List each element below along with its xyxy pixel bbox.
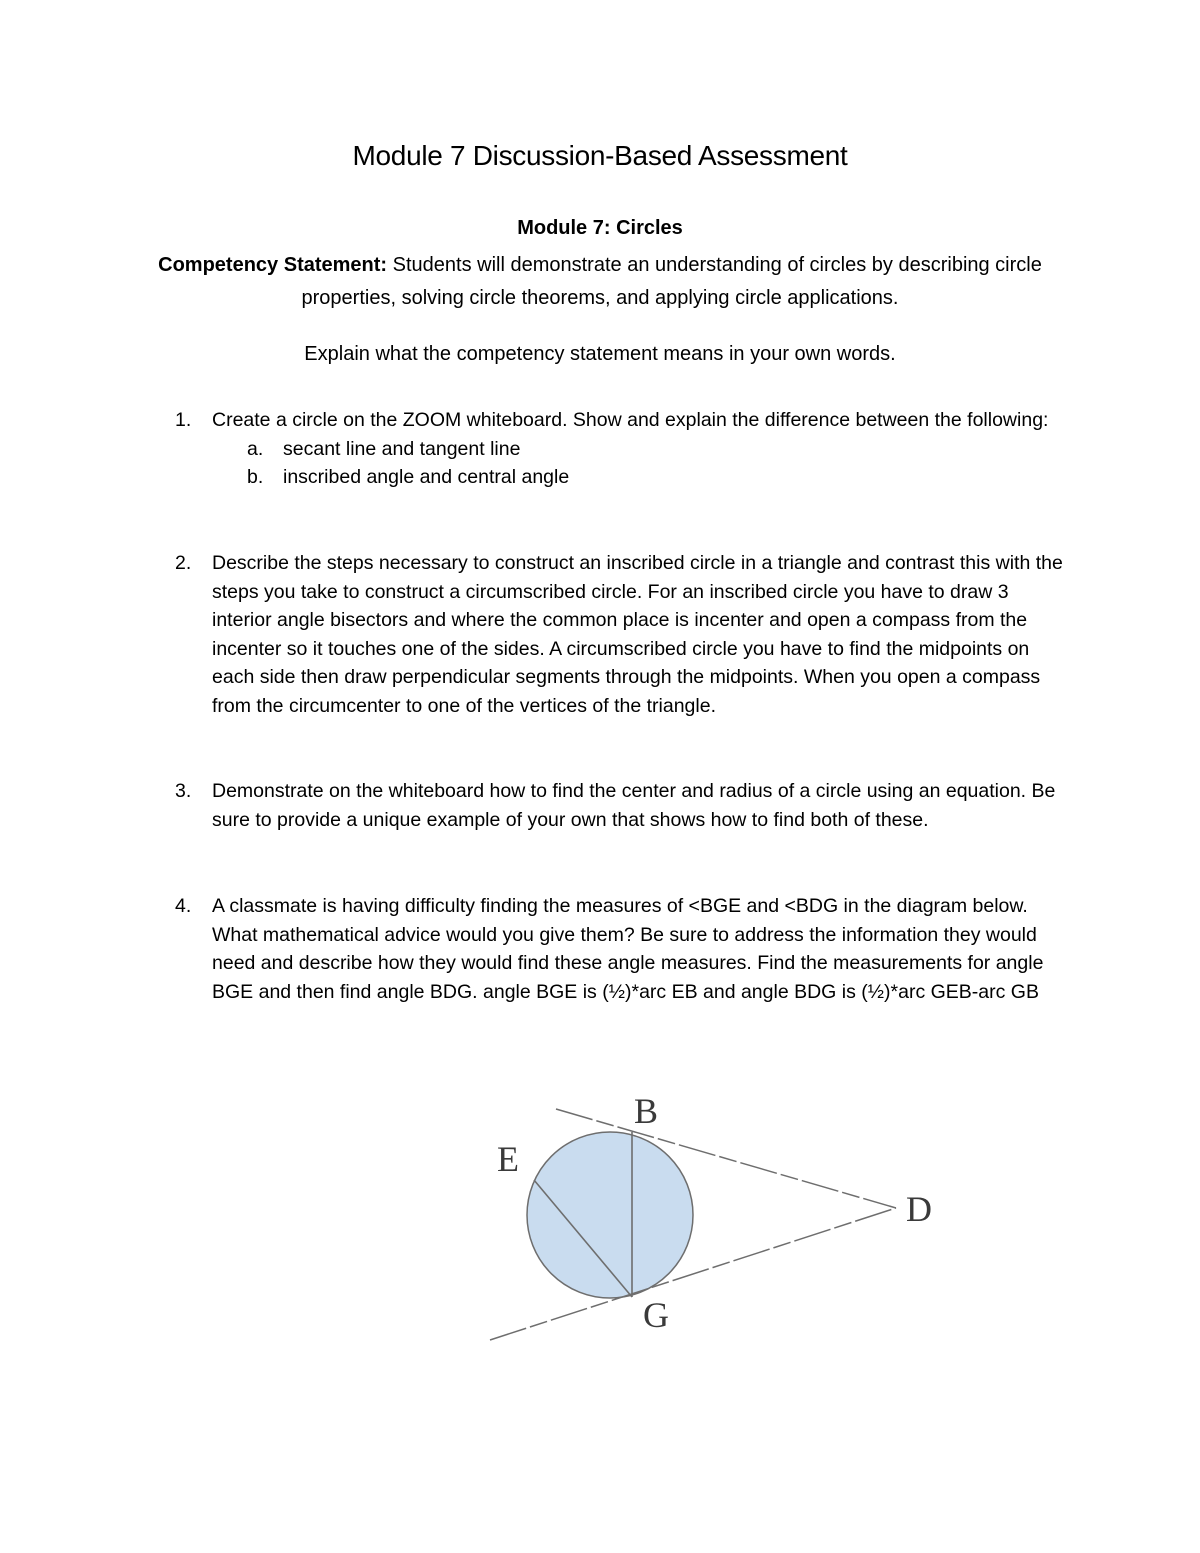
question-text: A classmate is having difficulty finding the measures of <BGE and <BDG in the diagram below. What mathematical advice would you give them? Be sure to address the information they would need and describe how they would find these angle measures. Find the measurements for angle BGE and then find angle BDG. angle BGE is (½)*arc EB and angle BDG is (½)*arc GEB-arc GB: [212, 895, 1044, 1003]
sub-item-letter: b.: [247, 466, 264, 489]
circle-diagram: [480, 1085, 950, 1350]
question-2: [175, 549, 1070, 721]
question-number: 2.: [175, 552, 192, 574]
competency-statement: [150, 249, 1050, 315]
sub-item-letter: a.: [247, 437, 264, 460]
sub-item-b: [247, 463, 1070, 492]
question-text: Demonstrate on the whiteboard how to find the center and radius of a circle using an equation. Be sure to provide a unique example of your own that shows how to find both of these.: [212, 780, 1056, 831]
explain-prompt: Explain what the competency statement means in your own words.: [304, 343, 896, 365]
question-4: [175, 892, 1070, 1006]
question-3: [175, 777, 1070, 834]
label-d: D: [906, 1189, 932, 1229]
circle-shape: [527, 1132, 693, 1298]
question-number: 4.: [175, 895, 192, 917]
module-heading: Module 7: Circles: [517, 217, 683, 239]
competency-label: Competency Statement:: [158, 254, 388, 276]
sub-item-text: secant line and tangent line: [283, 437, 521, 460]
sub-item-text: inscribed angle and central angle: [283, 466, 570, 489]
document-title: Module 7 Discussion-Based Assessment: [352, 140, 848, 171]
competency-text: Students will demonstrate an understanding of circles by describing circle properties, solving circle theorems, and applying circle applications.: [301, 254, 1042, 309]
question-text: Describe the steps necessary to construct an inscribed circle in a triangle and contrast this with the steps you take to construct a circumscribed circle. For an inscribed circle you have to draw 3 interior angle bisectors and where the common place is incenter and open a compass from the incenter so it touches one of the sides. A circumscribed circle you have to find the midpoints on each side then draw perpendicular segments through the midpoints. When you open a compass from the circumcenter to one of the vertices of the triangle.: [212, 552, 1063, 717]
question-text: Create a circle on the ZOOM whiteboard. Show and explain the difference between the following:: [212, 409, 1049, 431]
question-number: 1.: [175, 409, 192, 431]
label-g: G: [643, 1295, 669, 1335]
question-1: [175, 406, 1070, 492]
label-e: E: [497, 1139, 519, 1179]
sub-item-a: [247, 435, 1070, 464]
question-number: 3.: [175, 780, 192, 802]
label-b: B: [634, 1091, 659, 1131]
